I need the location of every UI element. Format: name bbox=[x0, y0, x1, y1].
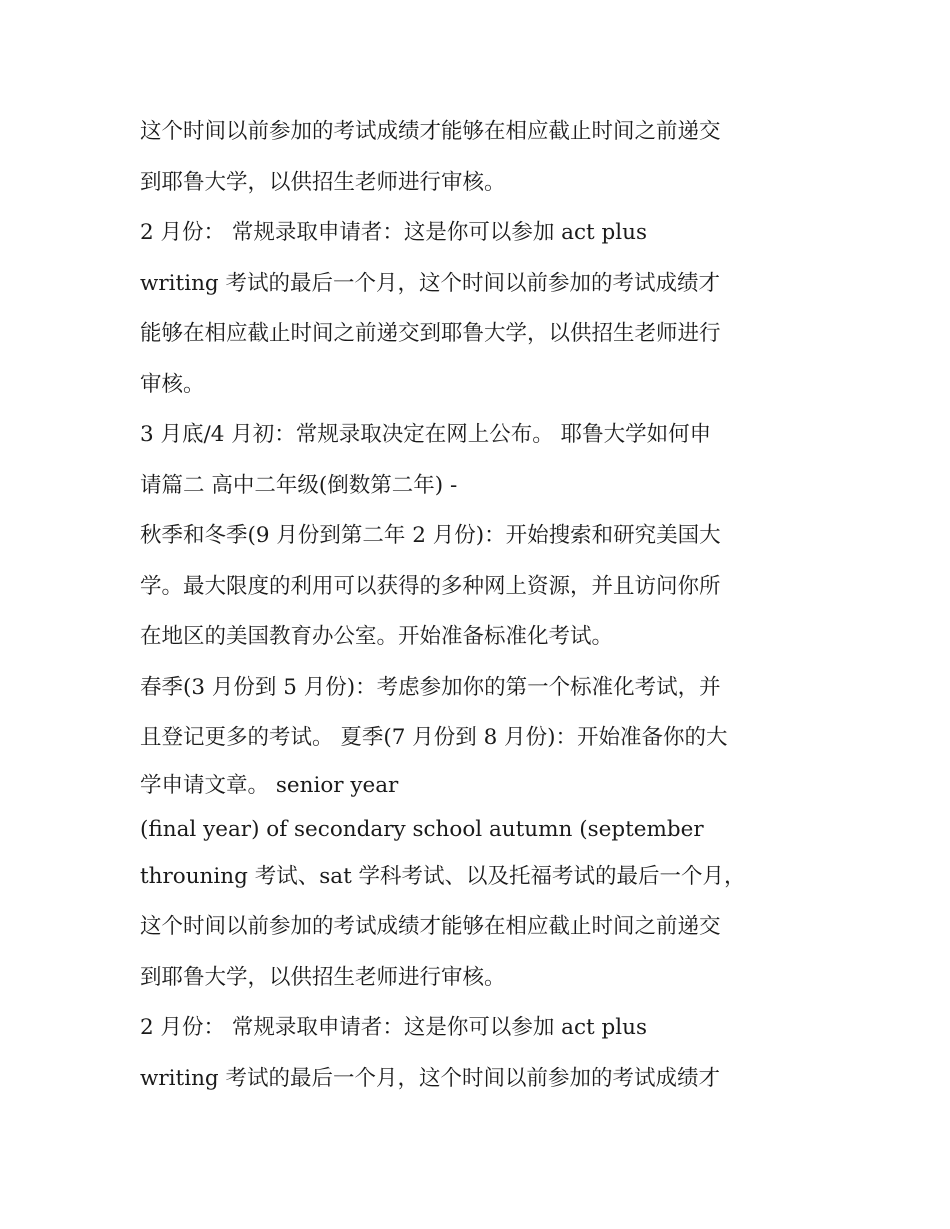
text-line: 到耶鲁大学，以供招生老师进行审核。 bbox=[140, 169, 506, 195]
text-line: 在地区的美国教育办公室。开始准备标准化考试。 bbox=[140, 624, 614, 649]
text-line: 学。最大限度的利用可以获得的多种网上资源，并且访问你所 bbox=[140, 573, 721, 599]
text-line: 且登记更多的考试。 夏季(7 月份到 8 月份)：开始准备你的大 bbox=[140, 725, 728, 750]
text-line: 审核。 bbox=[140, 371, 205, 397]
text-line: writing 考试的最后一个月，这个时间以前参加的考试成绩才 bbox=[140, 1065, 721, 1091]
text-line: 秋季和冬季(9 月份到第二年 2 月份)：开始搜索和研究美国大 bbox=[140, 523, 721, 548]
text-line: 请篇二 高中二年级(倒数第二年) - bbox=[140, 472, 458, 498]
text-line: 这个时间以前参加的考试成绩才能够在相应截止时间之前递交 bbox=[140, 914, 721, 939]
text-line: 到耶鲁大学，以供招生老师进行审核。 bbox=[140, 964, 506, 990]
text-line: 3 月底/4 月初：常规录取决定在网上公布。 耶鲁大学如何申 bbox=[140, 422, 712, 447]
text-line: writing 考试的最后一个月，这个时间以前参加的考试成绩才 bbox=[140, 270, 721, 296]
text-line: 春季(3 月份到 5 月份)：考虑参加你的第一个标准化考试，并 bbox=[140, 674, 721, 700]
text-line: throuning 考试、sat 学科考试、以及托福考试的最后一个月， bbox=[140, 863, 746, 889]
text-line: 这个时间以前参加的考试成绩才能够在相应截止时间之前递交 bbox=[140, 119, 721, 144]
text-line: 2 月份： 常规录取申请者：这是你可以参加 act plus bbox=[140, 1015, 648, 1040]
text-line: 能够在相应截止时间之前递交到耶鲁大学，以供招生老师进行 bbox=[140, 321, 721, 346]
text-line: 2 月份： 常规录取申请者：这是你可以参加 act plus bbox=[140, 220, 648, 245]
text-line: 学申请文章。 senior year bbox=[140, 772, 399, 798]
text-line: (final year) of secondary school autumn (september bbox=[140, 816, 704, 842]
document-body bbox=[140, 107, 820, 1104]
